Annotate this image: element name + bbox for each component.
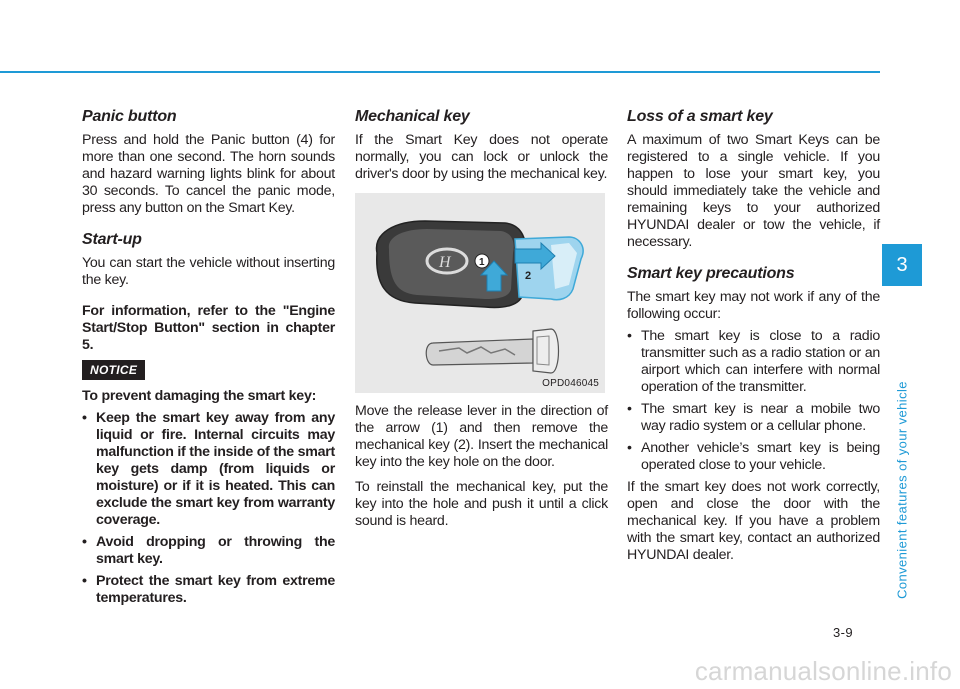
- list-item: • Keep the smart key away from any liquid or fire. Internal circuits may malfunction if the inside of the smart key gets damp (from liquids or moisture) or if it is heated. This can exclude the smart key from warranty coverage.: [82, 410, 335, 528]
- callout-1-label: 1: [479, 257, 485, 268]
- watermark: carmanualsonline.info: [694, 656, 952, 686]
- list-item: • The smart key is close to a radio transmitter such as a radio station or an airport which can interfere with normal operation of the transmitter.: [627, 328, 880, 395]
- panic-button-heading: Panic button: [82, 108, 177, 125]
- smart-key-drawing: [355, 193, 605, 393]
- notice-badge: NOTICE: [82, 360, 145, 380]
- mechanical-key-heading: Mechanical key: [355, 108, 470, 125]
- closing-paragraph: If the smart key does not work correctly, open and close the door with the mechanical key. If you have a problem with the smart key, contact an authorized HYUNDAI dealer.: [627, 479, 880, 563]
- start-up-heading: Start-up: [82, 231, 142, 248]
- chapter-tab: 3: [882, 244, 922, 286]
- column-left: [82, 108, 335, 612]
- figure-code: OPD046045: [542, 378, 599, 389]
- smart-key-precautions-heading: Smart key precautions: [627, 265, 795, 282]
- chapter-side-label: Convenient features of your vehicle: [894, 381, 910, 599]
- list-item: • Another vehicle’s smart key is being operated close to your vehicle.: [627, 440, 880, 473]
- smart-key-illustration: [355, 193, 605, 393]
- column-right: [627, 108, 880, 564]
- list-item: • Avoid dropping or throwing the smart key.: [82, 534, 335, 567]
- list-item: • Protect the smart key from extreme temperatures.: [82, 573, 335, 606]
- notice-intro: To prevent damaging the smart key:: [82, 388, 317, 404]
- start-up-reference: For information, refer to the "Engine Start/Stop Button" section in chapter 5.: [82, 303, 335, 353]
- release-lever-paragraph: Move the release lever in the direction of the arrow (1) and then remove the mechanical key (2). Insert the mechanical key into the key hole on the door.: [355, 403, 608, 470]
- precautions-list: [627, 328, 880, 474]
- mechanical-key-blade: [426, 339, 533, 365]
- list-item: • The smart key is near a mobile two way radio system or a cellular phone.: [627, 401, 880, 434]
- header-rule: [0, 71, 880, 73]
- mechanical-key-paragraph: If the Smart Key does not operate normally, you can lock or unlock the driver's door by using the mechanical key.: [355, 132, 608, 182]
- svg-text:H: H: [439, 254, 451, 271]
- notice-list: [82, 410, 335, 607]
- column-middle: [355, 108, 608, 530]
- precautions-intro: The smart key may not work if any of the following occur:: [627, 289, 880, 322]
- callout-2-label: 2: [525, 270, 532, 282]
- loss-of-smart-key-heading: Loss of a smart key: [627, 108, 773, 125]
- page-number: 3-9: [833, 625, 853, 640]
- start-up-paragraph: You can start the vehicle without inserting the key.: [82, 255, 335, 288]
- loss-of-smart-key-paragraph: A maximum of two Smart Keys can be registered to a single vehicle. If you happen to lose your smart key, you should immediately take the vehicle and remaining keys to your authorized HYUNDAI dealer or tow the vehicle, if necessary.: [627, 132, 880, 250]
- reinstall-paragraph: To reinstall the mechanical key, put the key into the hole and push it until a click sound is heard.: [355, 479, 608, 529]
- panic-button-paragraph: Press and hold the Panic button (4) for more than one second. The horn sounds and hazard warning lights blink for about 30 seconds. To cancel the panic mode, press any button on the Smart Key.: [82, 132, 335, 216]
